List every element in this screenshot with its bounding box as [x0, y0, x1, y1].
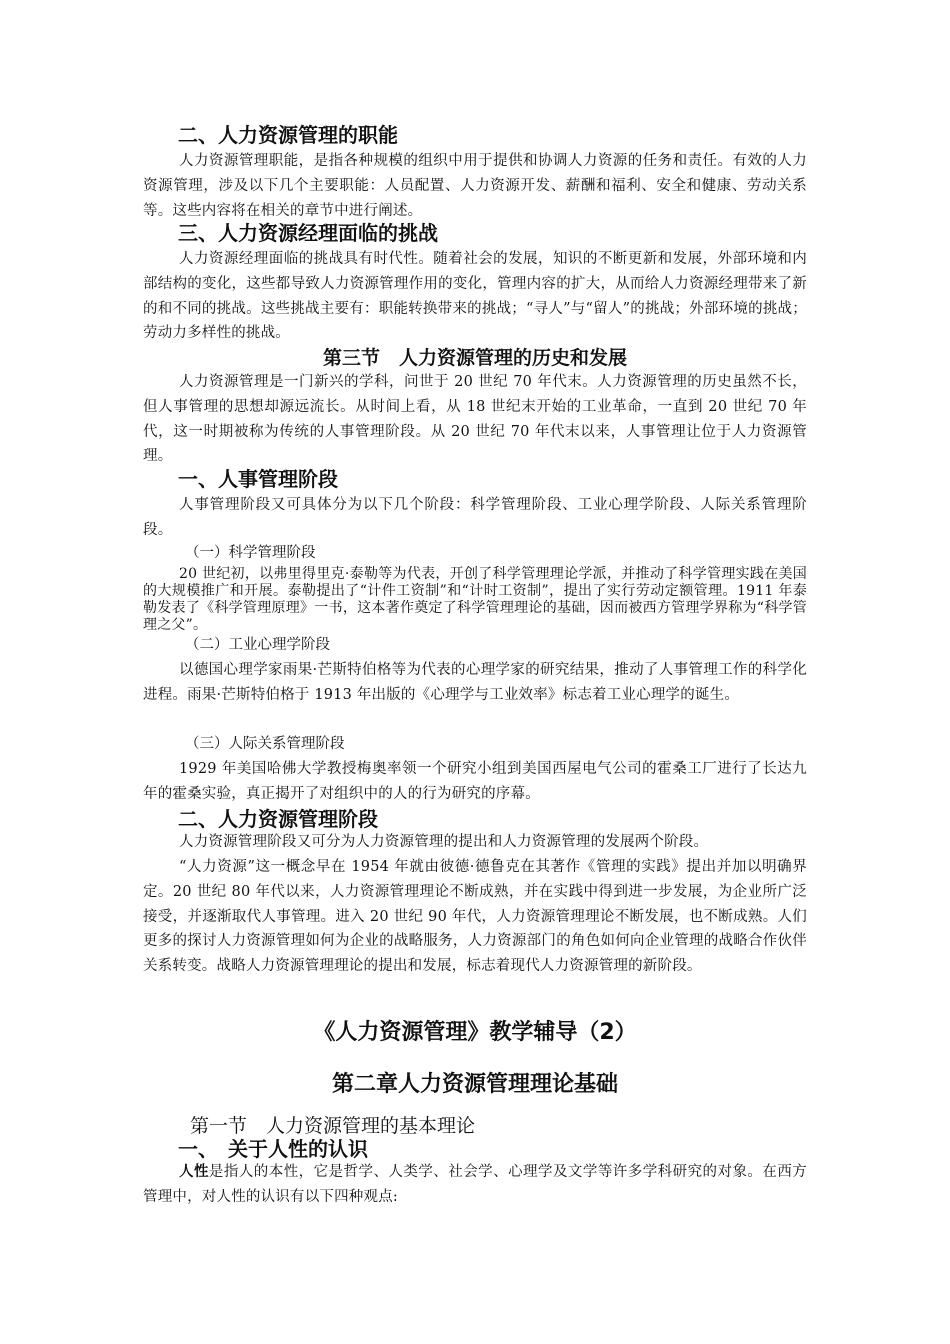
heading-hrm-stage: 二、人力资源管理阶段 — [178, 807, 378, 831]
paragraph-hrm-stage-1: 人力资源管理阶段又可分为人力资源管理的提出和人力资源管理的发展两个阶段。 — [179, 834, 709, 850]
section-title-history: 第三节 人力资源管理的历史和发展 — [322, 347, 627, 369]
heading-hr-challenges: 三、人力资源经理面临的挑战 — [178, 221, 438, 245]
chapter2-section1-title: 第一节 人力资源管理的基本理论 — [190, 1115, 476, 1137]
paragraph-human-relations: 1929 年美国哈佛大学教授梅奥率领一个研究小组到美国西屋电气公司的霍桑工厂进行了长达九年的霍桑实验，真正揭开了对组织中的人的行为研究的序幕。 — [143, 761, 807, 802]
subheading-industrial-psychology: （二）工业心理学阶段 — [185, 637, 330, 653]
paragraph-human-nature — [143, 1160, 807, 1210]
keyword-human-nature: 人性 — [179, 1163, 209, 1180]
heading-personnel-stage: 一、人事管理阶段 — [178, 467, 338, 491]
guide-title: 《人力资源管理》教学辅导（2） — [313, 1020, 637, 1045]
paragraph-scientific-management: 20 世纪初，以弗里得里克·泰勒等为代表，开创了科学管理理论学派，并推动了科学管理实践在美国的大规模推广和开展。泰勒提出了“计件工资制”和“计时工资制”，提出了实行劳动定额管理。1911 年泰勒发表了《科学管理原理》一书，这本著作奠定了科学管理理论的基础，因而被西方管理学界称为“科学管理之父”。 — [143, 566, 807, 633]
chapter-title: 第二章人力资源管理理论基础 — [331, 1072, 618, 1097]
heading-hr-functions: 二、人力资源管理的职能 — [178, 123, 398, 147]
heading-human-nature: 一、 关于人性的认识 — [178, 1137, 368, 1161]
paragraph-human-nature-text: 是指人的本性，它是哲学、人类学、社会学、心理学及文学等许多学科研究的对象。在西方管理中，对人性的认识有以下四种观点: — [143, 1164, 807, 1205]
paragraph-hrm-stage-2: “人力资源”这一概念早在 1954 年就由彼德·德鲁克在其著作《管理的实践》提出并加以明确界定。20 世纪 80 年代以来，人力资源管理理论不断成熟，并在实践中得到进一步发展，为企业所广泛接受，并逐渐取代人事管理。进入 20 世纪 90 年代，人力资源管理理论不断发展，也不断成熟。人们更多的探讨人力资源管理如何为企业的战略服务，人力资源部门的角色如何向企业管理的战略合作伙伴关系转变。战略人力资源管理理论的提出和发展，标志着现代人力资源管理的新阶段。 — [143, 859, 807, 975]
paragraph-history-intro: 人力资源管理是一门新兴的学科，问世于 20 世纪 70 年代末。人力资源管理的历史虽然不长，但人事管理的思想却源远流长。从时间上看，从 18 世纪末开始的工业革命，一直到 20 世纪 70 年代，这一时期被称为传统的人事管理阶段。从 20 世纪 70 年代末以来，人事管理让位于人力资源管理。 — [143, 374, 807, 465]
paragraph-hr-challenges: 人力资源经理面临的挑战具有时代性。随着社会的发展，知识的不断更新和发展，外部环境和内部结构的变化，这些都导致人力资源管理作用的变化，管理内容的扩大，从而给人力资源经理带来了新的和不同的挑战。这些挑战主要有：职能转换带来的挑战；“寻人”与“留人”的挑战；外部环境的挑战；劳动力多样性的挑战。 — [143, 251, 807, 342]
subheading-scientific-management: （一）科学管理阶段 — [185, 545, 316, 561]
paragraph-personnel-stage: 人事管理阶段又可具体分为以下几个阶段：科学管理阶段、工业心理学阶段、人际关系管理阶段。 — [143, 497, 807, 538]
paragraph-industrial-psychology: 以德国心理学家雨果·芒斯特伯格等为代表的心理学家的研究结果，推动了人事管理工作的科学化进程。雨果·芒斯特伯格于 1913 年出版的《心理学与工业效率》标志着工业心理学的诞生。 — [143, 662, 807, 703]
paragraph-hr-functions: 人力资源管理职能，是指各种规模的组织中用于提供和协调人力资源的任务和责任。有效的人力资源管理，涉及以下几个主要职能：人员配置、人力资源开发、薪酬和福利、安全和健康、劳动关系等。这些内容将在相关的章节中进行阐述。 — [143, 153, 807, 219]
subheading-human-relations: （三）人际关系管理阶段 — [185, 736, 345, 752]
